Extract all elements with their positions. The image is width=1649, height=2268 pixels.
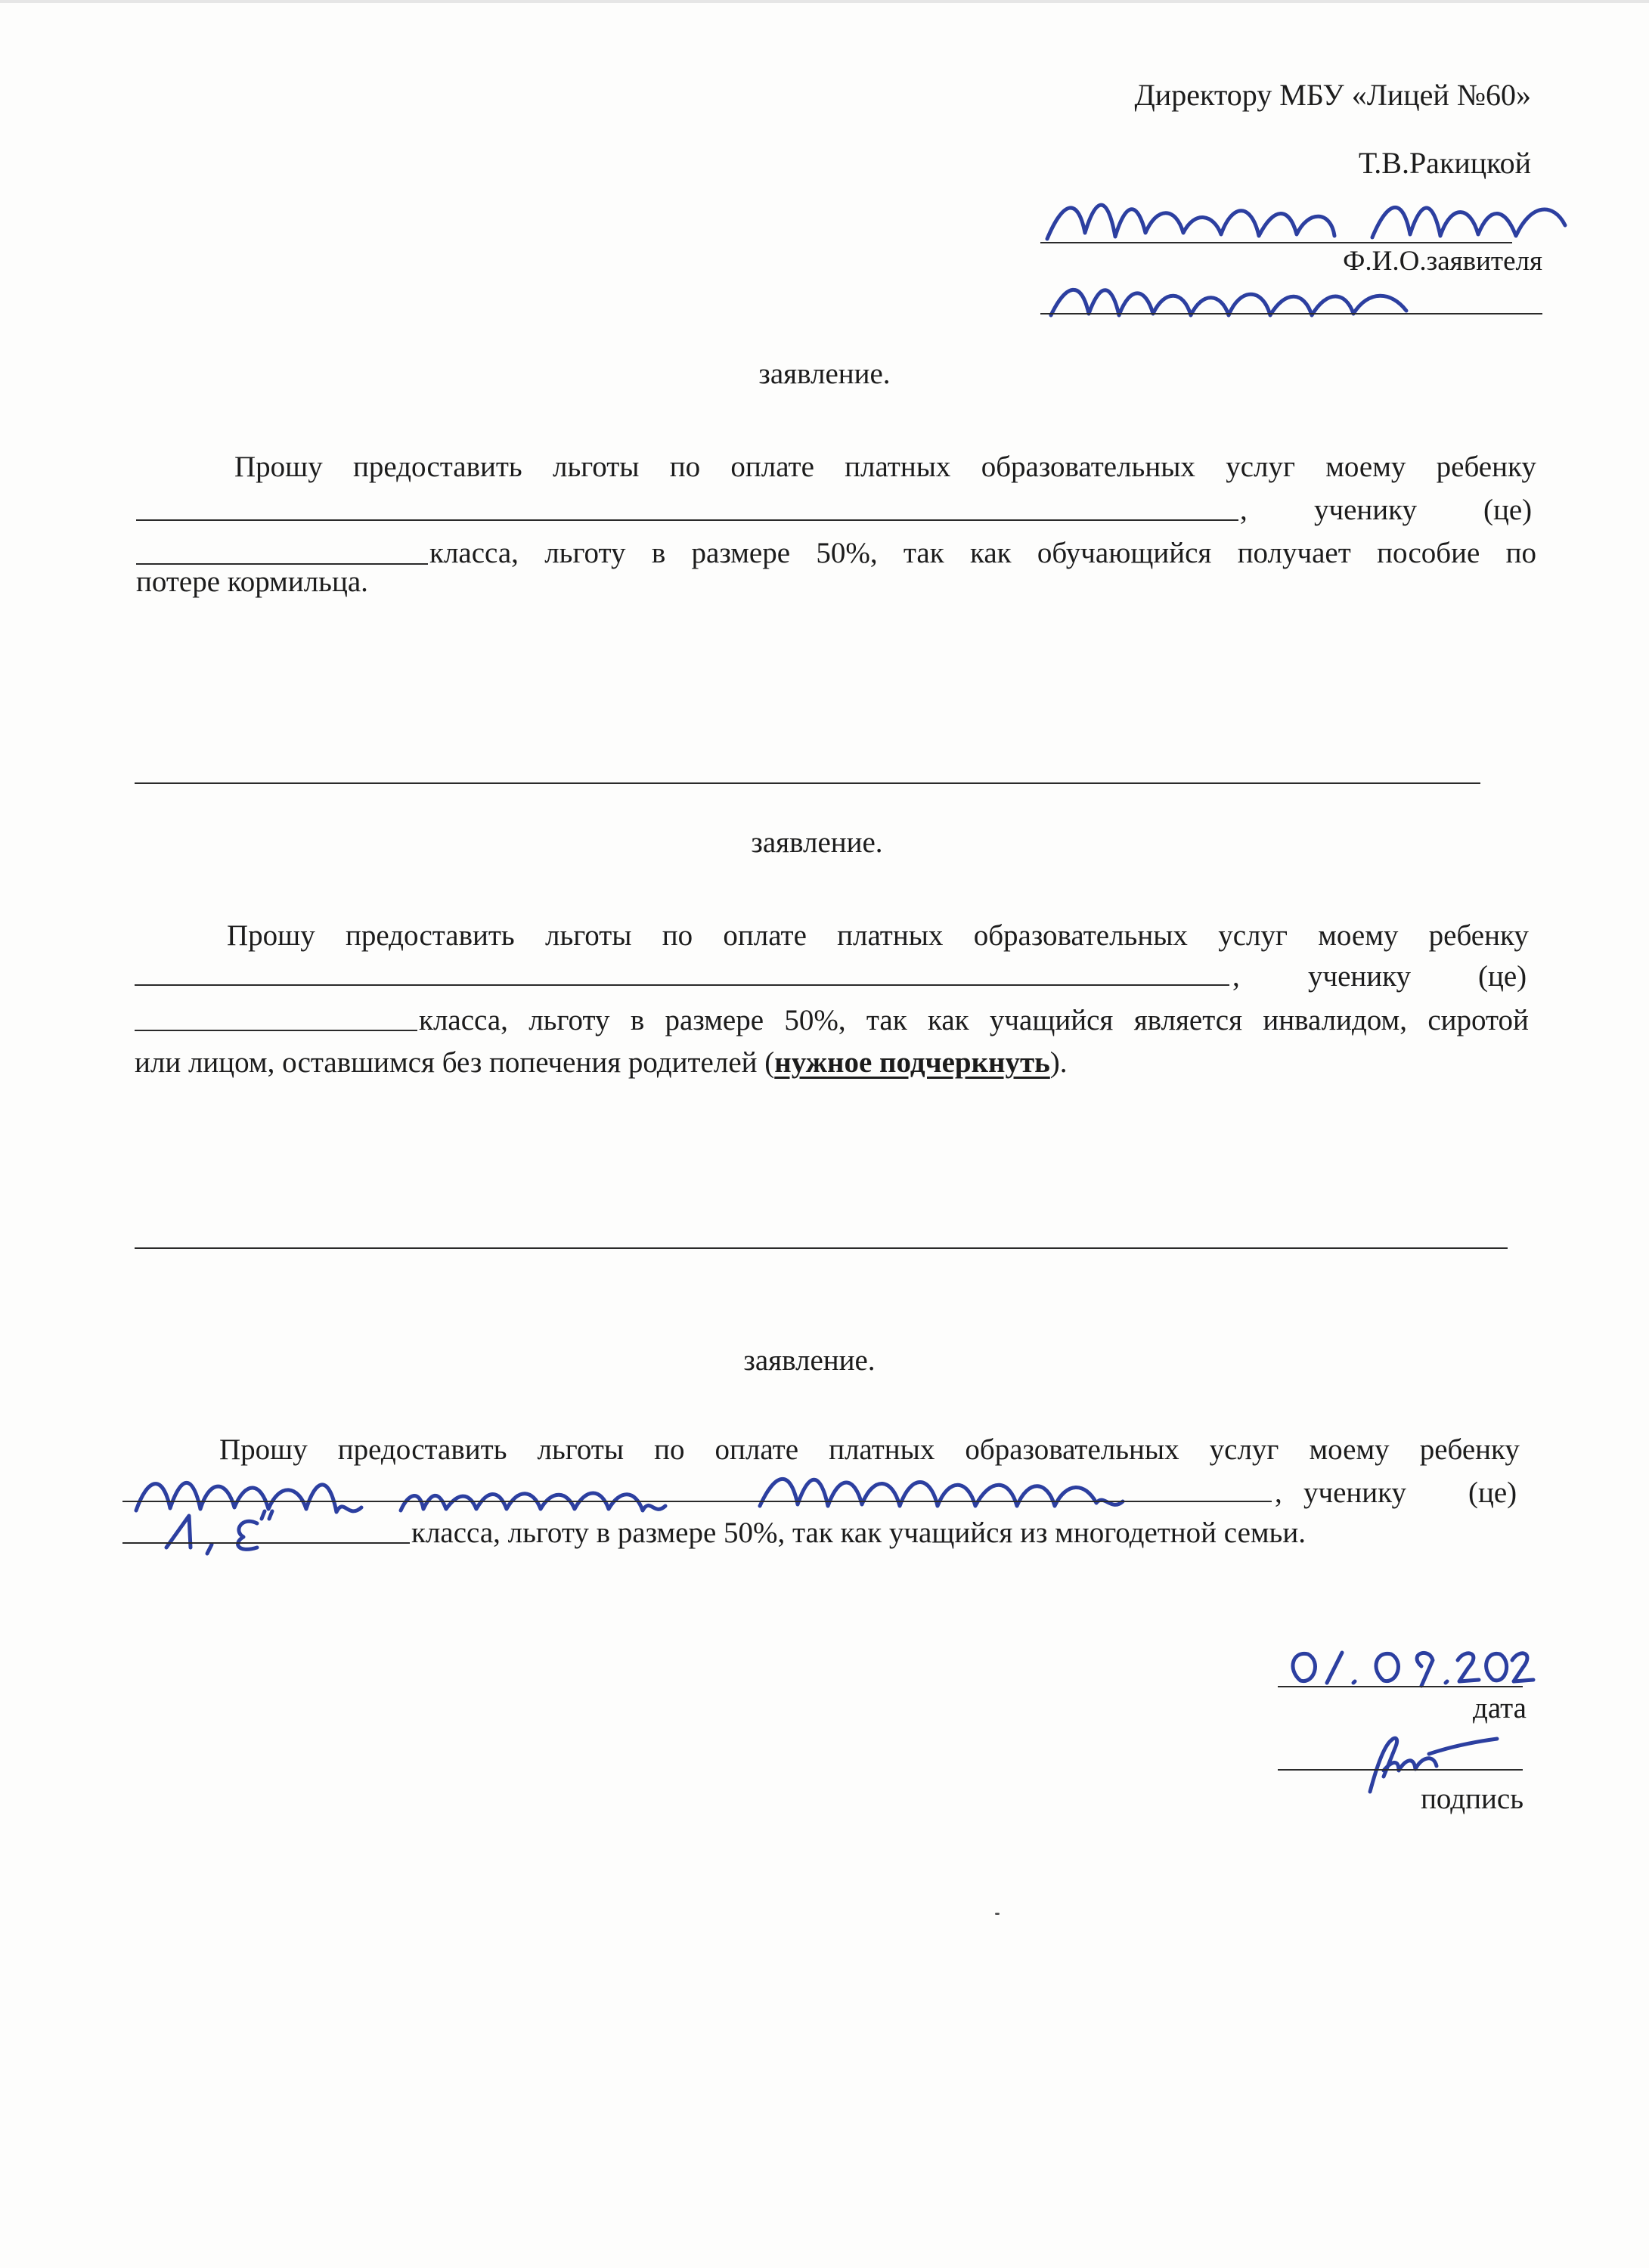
word: по <box>669 451 701 483</box>
word: по <box>1505 537 1536 569</box>
word: платных <box>829 1433 935 1466</box>
section-2-pupil-suffix: (це) <box>1478 960 1527 993</box>
word: услуг <box>1218 919 1288 952</box>
addressee-line-1: Директору МБУ «Лицей №60» <box>1134 78 1531 112</box>
word: сиротой <box>1427 1004 1529 1036</box>
word: ребенку <box>1428 919 1529 952</box>
word: как <box>969 537 1012 569</box>
scan-dot <box>995 1913 1000 1915</box>
word: образовательных <box>973 919 1188 952</box>
section-2-pupil-label: ученику <box>1308 960 1412 993</box>
word: 50%, <box>784 1004 846 1036</box>
word: так <box>866 1004 907 1036</box>
word: пособие <box>1377 537 1480 569</box>
section-1-title: заявление. <box>758 358 891 390</box>
section-1-separator <box>135 782 1480 784</box>
date-blank <box>1278 1686 1523 1687</box>
section-3-title: заявление. <box>743 1344 876 1377</box>
word: Прошу <box>227 919 315 952</box>
word: Прошу <box>234 451 323 483</box>
word: платных <box>837 919 944 952</box>
section-3-pupil-label: ученику <box>1303 1476 1407 1509</box>
section-2-line-3 <box>419 1005 1529 1035</box>
date-handwriting <box>1278 1639 1535 1699</box>
section-3-child-name-blank <box>122 1501 1272 1502</box>
class-handwriting <box>144 1501 325 1561</box>
section-3-pupil-suffix: (це) <box>1468 1476 1517 1509</box>
signature-label: подпись <box>1421 1783 1523 1815</box>
section-1-comma: , <box>1240 494 1248 526</box>
section-3-line-1 <box>219 1435 1520 1464</box>
date-label: дата <box>1473 1692 1527 1724</box>
section-2-child-name-blank <box>135 984 1229 986</box>
section-3-line-3: класса, льготу в размере 50%, так как учащийся из многодетной семьи. <box>411 1517 1306 1549</box>
word: предоставить <box>345 919 515 952</box>
addressee-line-2: Т.В.Ракицкой <box>1358 146 1531 180</box>
word: предоставить <box>337 1433 507 1466</box>
section-2-line-1 <box>227 921 1529 950</box>
word: льготы <box>552 451 640 483</box>
word: Прошу <box>219 1433 308 1466</box>
word: льготу <box>528 1004 610 1036</box>
section-2-title: заявление. <box>751 826 883 859</box>
section-3-comma: , <box>1275 1476 1282 1509</box>
applicant-name-line-1 <box>1040 242 1512 243</box>
word: ребенку <box>1419 1433 1520 1466</box>
section-1-pupil-suffix: (це) <box>1483 494 1533 526</box>
word: льготы <box>537 1433 625 1466</box>
section-1-line-3 <box>429 538 1536 568</box>
word: класса, <box>429 537 519 569</box>
word: инвалидом, <box>1263 1004 1407 1036</box>
word: является <box>1133 1004 1243 1036</box>
section-1-pupil-label: ученику <box>1314 494 1418 526</box>
section-3-class-blank <box>122 1542 410 1544</box>
word: образовательных <box>981 451 1195 483</box>
underline-hint: нужное подчеркнуть <box>774 1046 1050 1079</box>
line-4-end: ). <box>1049 1046 1068 1079</box>
section-1-class-blank <box>136 563 428 565</box>
word: получает <box>1237 537 1351 569</box>
word: обучающийся <box>1037 537 1212 569</box>
word: образовательных <box>965 1433 1179 1466</box>
word: моему <box>1309 1433 1390 1466</box>
word: ребенку <box>1436 451 1536 483</box>
word: 50%, <box>816 537 878 569</box>
word: льготы <box>544 919 632 952</box>
word: оплате <box>730 451 814 483</box>
word: класса, <box>419 1004 508 1036</box>
word: предоставить <box>352 451 522 483</box>
word: услуг <box>1209 1433 1279 1466</box>
word: платных <box>845 451 951 483</box>
section-1-child-name-blank <box>136 519 1238 521</box>
section-2-separator <box>135 1247 1508 1249</box>
section-2-class-blank <box>135 1030 417 1031</box>
section-2-line-4 <box>135 1048 1068 1077</box>
applicant-name-line-2 <box>1040 313 1542 314</box>
word: по <box>654 1433 685 1466</box>
word: моему <box>1318 919 1399 952</box>
word: оплате <box>723 919 807 952</box>
word: услуг <box>1226 451 1295 483</box>
section-1-line-4: потере кормильца. <box>136 565 368 598</box>
word: учащийся <box>989 1004 1114 1036</box>
word: размере <box>665 1004 764 1036</box>
word: в <box>651 537 666 569</box>
scan-edge <box>0 0 1649 3</box>
signature-blank <box>1278 1769 1523 1771</box>
section-1-line-1 <box>234 452 1536 482</box>
word: по <box>662 919 693 952</box>
section-2-comma: , <box>1232 960 1240 993</box>
word: оплате <box>714 1433 799 1466</box>
word: моему <box>1325 451 1406 483</box>
word: в <box>630 1004 645 1036</box>
word: так <box>903 537 944 569</box>
applicant-label: Ф.И.О.заявителя <box>1343 246 1542 277</box>
word: льготу <box>544 537 626 569</box>
word: размере <box>691 537 791 569</box>
word: как <box>927 1004 969 1036</box>
line-4-text: или лицом, оставшимся без попечения родителей ( <box>135 1046 775 1079</box>
